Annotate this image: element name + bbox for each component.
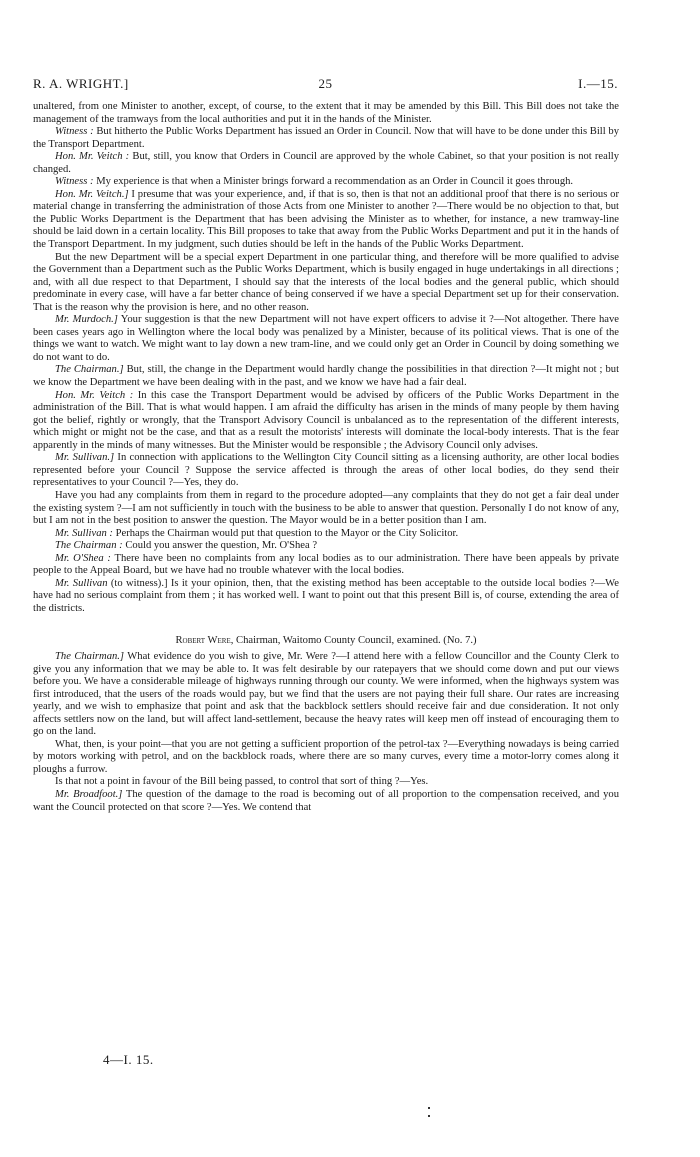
speaker-label: Mr. Sullivan.] (55, 452, 115, 464)
speaker-label: The Chairman.] (55, 364, 124, 376)
paragraph-text: In this case the Transport Department would be advised by officers of the Public Works Department in the administration of the Bill. That is what would happen. I am afraid the difficulty has arisen in the minds of many people by them having got the belief, rightly or wrongly, that the Transport Advisory Council is unbalanced as to the representation of the different interests, which might or might not be the case, and that as a result the motorists' interests will dominate the local-body interests. That is the fear apparently in the minds of many witnesses. But the Minister would be responsible ; the Advisory Council only advises. (33, 389, 619, 451)
speaker-label: Witness : (55, 126, 94, 138)
paragraph-text: But the new Department will be a special expert Department in one particular thing, and therefore will be more qualified to advise the Government than a Department such as the Public Works Department, which is busily engaged in huge undertakings in all directions ; and, with all due respect to that Department, I should say that the interests of the local bodies and the general public, which should predominate in every case, will have a far better chance of being conserved if we have a special Department set up for their conservation. That is the reason why the provision is here, and no other reason. (33, 251, 619, 313)
section-heading (33, 635, 619, 648)
speaker-label: Mr. Sullivan : (55, 527, 113, 539)
speaker-label: Hon. Mr. Veitch.] (55, 188, 129, 200)
paragraph-text: (to witness).] Is it your opinion, then, that the existing method has been acceptable to the outside local bodies ?—We have had no serious complaint from them ; it has worked well. I want to point out that this present Bill is, of course, extending the area of the districts. (33, 577, 619, 614)
page-footer: 4—I. 15. (103, 1052, 154, 1067)
paragraph (33, 490, 619, 528)
paragraph-text: The question of the damage to the road is becoming out of all proportion to the compensation received, and you want the Council protected on that score ?—Yes. We contend that (33, 788, 619, 813)
section-heading-text: , Chairman, Waitomo County Council, examined. (No. 7.) (230, 635, 477, 647)
paragraph-text: Have you had any complaints from them in regard to the procedure adopted—any complaints that they do not get a fair deal under the existing system ?—I am not sufficiently in touch with the business to be able to answer that question. Personally I do not know of any, but I am not in the best position to answer the question. The Mayor would be in a better position than I am. (33, 489, 619, 527)
paragraph-text: But, still, you know that Orders in Council are approved by the whole Cabinet, so that your position is not really changed. (33, 151, 620, 175)
paragraph-text: Is that not a point in favour of the Bill being passed, to control that sort of thing ?—Yes. (55, 776, 429, 788)
paragraph (33, 126, 619, 151)
header-author: R. A. WRIGHT.] (33, 76, 129, 91)
speaker-label: Witness : (55, 176, 94, 188)
page-number: 25 (318, 76, 333, 91)
speaker-label: Mr. Sullivan (55, 577, 108, 589)
paragraph (33, 540, 619, 553)
speaker-label: Mr. Broadfoot.] (55, 788, 123, 800)
print-specks (428, 1107, 431, 1119)
paragraph (33, 578, 619, 616)
paragraph (33, 390, 619, 453)
paragraph-text: What, then, is your point—that you are not getting a sufficient proportion of the petrol-tax ?—Everything nowadays is being carried by motors working with petrol, and on the backblock roads, where there are so many curves, every time a motor-lorry comes along it ploughs a furrow. (33, 738, 619, 775)
paragraph (33, 528, 619, 541)
paragraph (33, 776, 619, 789)
speaker-label: Mr. Murdoch.] (55, 314, 118, 326)
paragraph (33, 176, 619, 189)
paragraph-text: Your suggestion is that the new Department will not have expert officers to advise it ?—Not altogether. There have been cases years ago in Wellington where the local body was penalized by a Minister, because of its political views. That is one of the things we want to watch. We might want to lay down a new tram-line, and we could only get an Order in Council by doing something we do not want to do. (33, 314, 619, 363)
paragraph-text: What evidence do you wish to give, Mr. Were ?—I attend here with a fellow Councillor and the County Clerk to give you any information that we may be able to. It was felt desirable by our ratepayers that we should come down and put our views before you. We have a considerable mileage of highways running through our county. We were informed, when the highways system was first introduced, that the users of the roads would pay, but we find that the users are not paying their full share. Our rates are increasing yearly, and we wish to emphasize that point and ask that the backblock settlers should receive fair and due consideration. It not only affects settlers now on the land, but will affect land-settlement, because the heavy rates will keep men off instead of encouraging them to go on the land. (33, 650, 619, 738)
paragraph-text: There have been no complaints from any local bodies as to our administration. There have been appeals by private people to the Appeal Board, but we have had no trouble whatever with the local bodies. (33, 552, 619, 577)
paragraph (33, 553, 619, 578)
paragraph-text: unaltered, from one Minister to another, except, of course, to the extent that it may be amended by this Bill. This Bill does not take the management of the tramways from the local authorities and put it in the hands of the Minister. (33, 101, 619, 125)
testimony-block-2 (33, 651, 619, 814)
paragraph-text: But hitherto the Public Works Department has issued an Order in Council. Now that will have to be done under this Bill by the Transport Department. (33, 126, 619, 150)
speaker-label: Hon. Mr. Veitch : (55, 389, 134, 401)
document-reference: I.—15. (578, 76, 618, 91)
speaker-label: Hon. Mr. Veitch : (55, 151, 130, 163)
paragraph (33, 189, 619, 252)
paragraph (33, 452, 619, 490)
paragraph-text: But, still, the change in the Department would hardly change the possibilities in that direction ?—It might not ; but we know the Department we have been dealing with in the past, and we know we have had a fair deal. (33, 364, 620, 389)
page-header (33, 76, 618, 92)
paragraph (33, 151, 619, 176)
speaker-label: The Chairman : (55, 540, 123, 552)
paragraph (33, 739, 619, 777)
paragraph-text: Perhaps the Chairman would put that question to the Mayor or the City Solicitor. (112, 527, 459, 539)
speaker-label: The Chairman.] (55, 650, 125, 662)
paragraph-text: Could you answer the question, Mr. O'Shea ? (122, 540, 318, 552)
paragraph (33, 364, 619, 389)
speaker-label: Mr. O'Shea : (55, 552, 111, 564)
witness-name: Robert Were (175, 635, 231, 647)
paragraph (33, 101, 619, 126)
paragraph (33, 252, 619, 315)
paragraph (33, 651, 619, 739)
paragraph-text: I presume that was your experience, and, if that is so, then is that not an additional proof that there is no serious or material change in transferring the administration of those Acts from one Minister to another ?—There would be no objection to that, but the Public Works Department is the Department that has been advising the Minister as to whether, for instance, a new tramway-line should be laid down in a certain locality. This Bill proposes to take that away from the Public Works Department and put it in the hands of the Transport Department. In my judgment, such duties should be left in the hands of the Public Works Department. (33, 188, 619, 251)
page-body (33, 101, 619, 814)
testimony-block-1 (33, 101, 619, 615)
paragraph (33, 314, 619, 364)
paragraph-text: In connection with applications to the Wellington City Council sitting as a licensing authority, are other local bodies represented before your Council ? Suppose the service affected is through the areas of other local bodies, do they send their representatives to your Council ?—Yes, they do. (33, 452, 620, 489)
paragraph (33, 789, 619, 814)
paragraph-text: My experience is that when a Minister brings forward a recommendation as an Order in Council it goes through. (93, 176, 574, 188)
